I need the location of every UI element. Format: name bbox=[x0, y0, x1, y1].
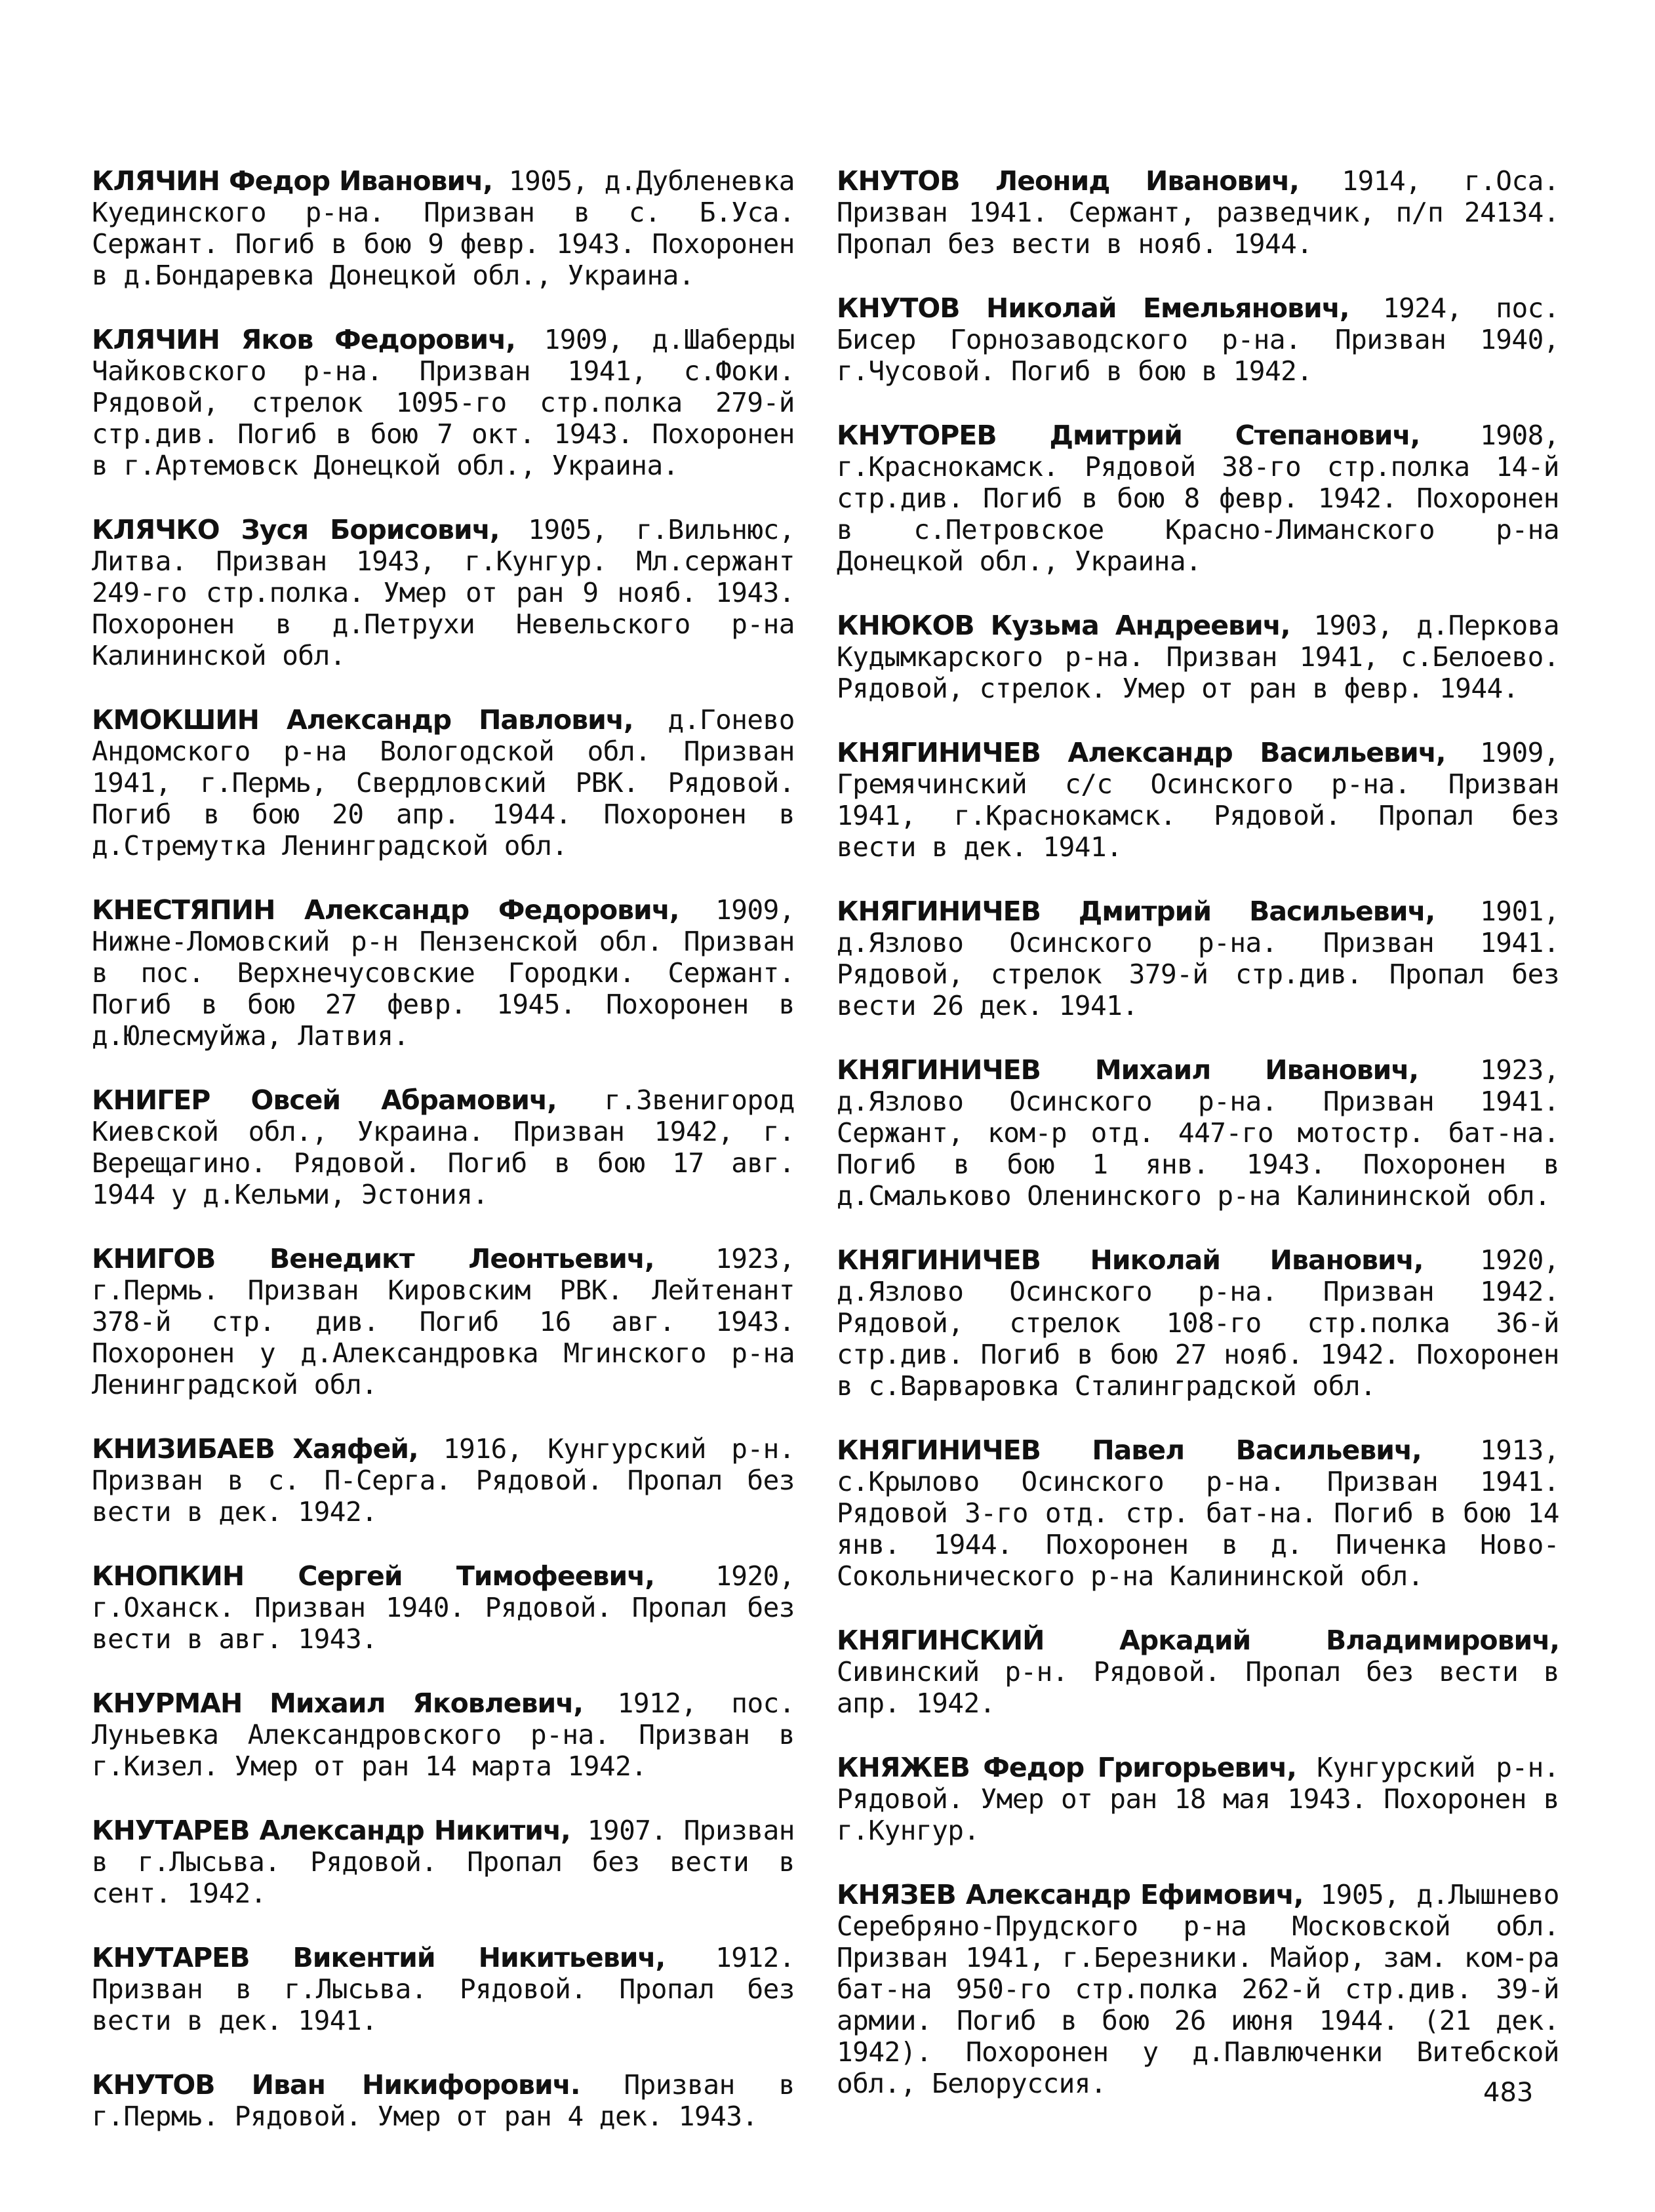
biography-entry bbox=[92, 1433, 795, 1528]
biography-text: 1912, пос. Луньевка Александровского р-на. Призван в г.Кизел. Умер от ран 14 марта 1942. bbox=[92, 1688, 795, 1782]
biography-text: 1905, д.Дубленевка Куединского р-на. Призван в с. Б.Уса. Сержант. Погиб в бою 9 февр. 1943. Похоронен в д.Бондаревка Донецкой обл., Украина. bbox=[92, 165, 795, 291]
person-name: КЛЯЧКО Зуся Борисович, bbox=[92, 514, 500, 545]
person-name: КМОКШИН Александр Павлович, bbox=[92, 704, 633, 736]
person-name: КЛЯЧИН Федор Иванович, bbox=[92, 165, 492, 197]
biography-text: 1923, д.Язлово Осинского р-на. Призван 1941. Сержант, ком-р отд. 447-го мотостр. бат-на. Погиб в бою 1 янв. 1943. Похоронен в д.Смальково Оленинского р-на Калининской обл. bbox=[837, 1054, 1560, 1212]
left-column bbox=[92, 165, 795, 2165]
biography-text: 1920, д.Язлово Осинского р-на. Призван 1942. Рядовой, стрелок 108-го стр.полка 36-й стр.див. Погиб в бою 27 нояб. 1942. Похоронен в с.Варваровка Сталинградской обл. bbox=[837, 1244, 1559, 1402]
biography-text: 1909, д.Шаберды Чайковского р-на. Призван 1941, с.Фоки. Рядовой, стрелок 1095-го стр.полка 279-й стр.див. Погиб в бою 7 окт. 1943. Похоронен в г.Артемовск Донецкой обл., Украина. bbox=[92, 324, 795, 481]
biography-entry bbox=[92, 1084, 795, 1210]
person-name: КНЯГИНИЧЕВ Михаил Иванович, bbox=[837, 1054, 1419, 1086]
biography-text: Сивинский р-н. Рядовой. Пропал без вести в апр. 1942. bbox=[837, 1656, 1559, 1719]
biography-text: Призван в г.Пермь. Рядовой. Умер от ран 4 дек. 1943. bbox=[92, 2069, 795, 2132]
biography-entry bbox=[837, 610, 1559, 704]
biography-entry bbox=[92, 704, 795, 861]
person-name: КНЯГИНСКИЙ Аркадий Владимирович, bbox=[837, 1625, 1559, 1656]
biography-text: 1924, пос. Бисер Горнозаводского р-на. Призван 1940, г.Чусовой. Погиб в бою в 1942. bbox=[837, 292, 1560, 387]
biography-text: 1905, г.Вильнюс, Литва. Призван 1943, г.Кунгур. Мл.сержант 249-го стр.полка. Умер от ран 9 нояб. 1943. Похоронен в д.Петрухи Невельского р-на Калининской обл. bbox=[92, 514, 795, 671]
biography-text: 1903, д.Перкова Кудымкарского р-на. Призван 1941, с.Белоево. Рядовой, стрелок. Умер от ран в февр. 1944. bbox=[837, 610, 1560, 704]
biography-text: г.Звенигород Киевской обл., Украина. Призван 1942, г. Верещагино. Рядовой. Погиб в бою 17 авг. 1944 у д.Кельми, Эстония. bbox=[92, 1084, 795, 1210]
person-name: КНЯГИНИЧЕВ Дмитрий Васильевич, bbox=[837, 896, 1435, 927]
person-name: КНИГЕР Овсей Абрамович, bbox=[92, 1084, 557, 1116]
biography-entry bbox=[837, 1752, 1559, 1846]
biography-entry bbox=[92, 894, 795, 1052]
person-name: КНУТОВ Леонид Иванович, bbox=[837, 165, 1299, 197]
person-name: КНУТОВ Иван Никифорович. bbox=[92, 2069, 580, 2101]
biography-entry bbox=[92, 324, 795, 481]
right-column bbox=[837, 165, 1559, 2132]
biography-entry bbox=[837, 165, 1559, 260]
biography-text: 1909, Гремячинский с/с Осинского р-на. Призван 1941, г.Краснокамск. Рядовой. Пропал без вести в дек. 1941. bbox=[837, 737, 1559, 863]
biography-text: 1905, д.Лышнево Серебряно-Прудского р-на Московской обл. Призван 1941, г.Березники. Майор, зам. ком-ра бат-на 950-го стр.полка 262-й стр.див. 39-й армии. Погиб в бою 26 июня 1944. (21 дек. 1942). Похоронен у д.Павлюченки Витебской обл., Белоруссия. bbox=[837, 1879, 1559, 2099]
person-name: КНИЗИБАЕВ Хаяфей, bbox=[92, 1433, 418, 1465]
person-name: КНУТАРЕВ Александр Никитич, bbox=[92, 1815, 570, 1846]
person-name: КНЯЗЕВ Александр Ефимович, bbox=[837, 1879, 1304, 1910]
biography-entry bbox=[92, 1815, 795, 1909]
person-name: КНЯГИНИЧЕВ Николай Иванович, bbox=[837, 1244, 1424, 1276]
biography-text: Кунгурский р-н. Рядовой. Умер от ран 18 мая 1943. Похоронен в г.Кунгур. bbox=[837, 1752, 1560, 1846]
person-name: КНОПКИН Сергей Тимофеевич, bbox=[92, 1560, 654, 1592]
person-name: КНЯЖЕВ Федор Григорьевич, bbox=[837, 1752, 1296, 1783]
biography-text: 1912. Призван в г.Лысьва. Рядовой. Пропал без вести в дек. 1941. bbox=[92, 1942, 795, 2036]
biography-text: 1913, с.Крылово Осинского р-на. Призван 1941. Рядовой 3-го отд. стр. бат-на. Погиб в бою 14 янв. 1944. Похоронен в д. Пиченка Ново-Сокольнического р-на Калининской обл. bbox=[837, 1434, 1559, 1592]
person-name: КНЕСТЯПИН Александр Федорович, bbox=[92, 894, 679, 926]
person-name: КНИГОВ Венедикт Леонтьевич, bbox=[92, 1243, 654, 1274]
person-name: КНУТАРЕВ Викентий Никитьевич, bbox=[92, 1942, 666, 1973]
biography-entry bbox=[837, 1054, 1559, 1212]
person-name: КНЯГИНИЧЕВ Павел Васильевич, bbox=[837, 1434, 1422, 1466]
biography-text: 1920, г.Оханск. Призван 1940. Рядовой. Пропал без вести в авг. 1943. bbox=[92, 1560, 795, 1655]
biography-text: 1914, г.Оса. Призван 1941. Сержант, разведчик, п/п 24134. Пропал без вести в нояб. 1944. bbox=[837, 165, 1559, 260]
person-name: КНУРМАН Михаил Яковлевич, bbox=[92, 1688, 583, 1719]
biography-entry bbox=[837, 737, 1559, 863]
person-name: КНУТОРЕВ Дмитрий Степанович, bbox=[837, 420, 1420, 451]
biography-entry bbox=[837, 1879, 1559, 2099]
biography-entry bbox=[837, 1625, 1559, 1719]
biography-entry bbox=[837, 896, 1559, 1021]
biography-entry bbox=[92, 514, 795, 671]
biography-entry bbox=[837, 1244, 1559, 1402]
biography-entry bbox=[92, 1942, 795, 2036]
biography-text: 1909, Нижне-Ломовский р-н Пензенской обл. Призван в пос. Верхнечусовские Городки. Сержант. Погиб в бою 27 февр. 1945. Похоронен в д.Юлесмуйжа, Латвия. bbox=[92, 894, 795, 1052]
person-name: КНЮКОВ Кузьма Андреевич, bbox=[837, 610, 1290, 641]
biography-text: д.Гонево Андомского р-на Вологодской обл. Призван 1941, г.Пермь, Свердловский РВК. Рядовой. Погиб в бою 20 апр. 1944. Похоронен в д.Стремутка Ленинградской обл. bbox=[92, 704, 795, 861]
biography-entry bbox=[92, 1688, 795, 1782]
biography-text: 1901, д.Язлово Осинского р-на. Призван 1941. Рядовой, стрелок 379-й стр.див. Пропал без вести 26 дек. 1941. bbox=[837, 896, 1559, 1021]
person-name: КНУТОВ Николай Емельянович, bbox=[837, 292, 1349, 324]
biography-text: 1908, г.Краснокамск. Рядовой 38-го стр.полка 14-й стр.див. Погиб в бою 8 февр. 1942. Похоронен в с.Петровское Красно-Лиманского р-на Донецкой обл., Украина. bbox=[837, 420, 1560, 577]
biography-text: 1907. Призван в г.Лысьва. Рядовой. Пропал без вести в сент. 1942. bbox=[92, 1815, 795, 1909]
page-number: 483 bbox=[1483, 2078, 1534, 2108]
biography-entry bbox=[92, 1243, 795, 1400]
biography-entry bbox=[837, 292, 1559, 387]
biography-entry bbox=[837, 420, 1559, 577]
person-name: КЛЯЧИН Яков Федорович, bbox=[92, 324, 515, 355]
biography-entry bbox=[837, 1434, 1559, 1592]
biography-entry bbox=[92, 2069, 795, 2132]
person-name: КНЯГИНИЧЕВ Александр Васильевич, bbox=[837, 737, 1446, 768]
biography-text: 1916, Кунгурский р-н. Призван в с. П-Серга. Рядовой. Пропал без вести в дек. 1942. bbox=[92, 1433, 795, 1528]
biography-entry bbox=[92, 165, 795, 291]
biography-text: 1923, г.Пермь. Призван Кировским РВК. Лейтенант 378-й стр. див. Погиб 16 авг. 1943. Похоронен у д.Александровка Мгинского р-на Ленинградской обл. bbox=[92, 1243, 795, 1400]
biography-entry bbox=[92, 1560, 795, 1655]
